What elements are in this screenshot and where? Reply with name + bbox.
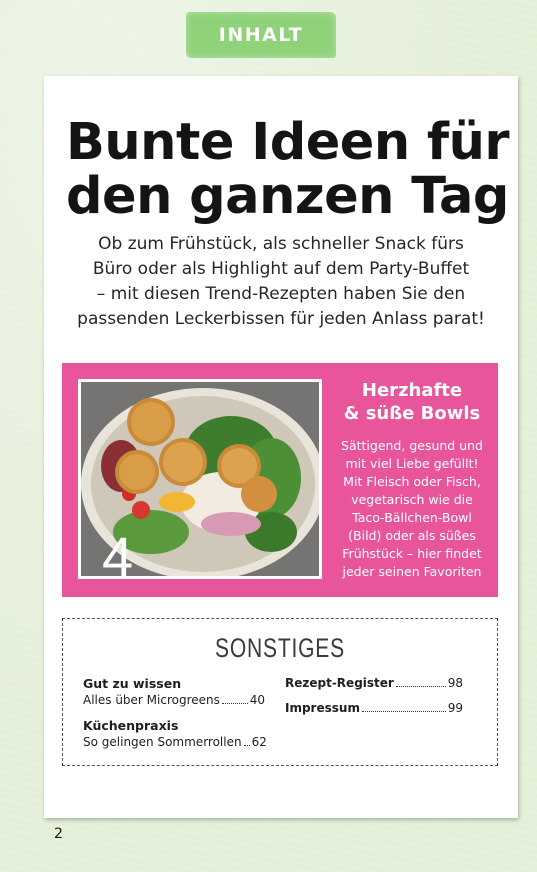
toc-entry-line [285, 675, 463, 692]
toc-entry[interactable] [285, 675, 463, 692]
feature-desc-line: Mit Fleisch oder Fisch, [343, 474, 481, 489]
toc-leader-dots [362, 711, 446, 712]
feature-desc-line: jeder seinen Favoriten [342, 564, 482, 579]
toc-entry[interactable] [285, 700, 463, 717]
misc-right-column [285, 675, 463, 725]
page-title-line-2: den ganzen Tag [66, 167, 509, 226]
section-tab-label: INHALT [218, 24, 304, 46]
feature-desc-line: Sättigend, gesund und [341, 438, 483, 453]
feature-description [330, 437, 494, 581]
feature-desc-line: (Bild) oder als süßes [348, 528, 476, 543]
feature-desc-line: mit viel Liebe gefüllt! [345, 456, 479, 471]
intro-line: Ob zum Frühstück, als schneller Snack fürs [98, 234, 464, 254]
toc-entry-label: Alles über Microgreens [83, 693, 220, 707]
toc-leader-dots [222, 703, 248, 704]
toc-entry-page: 98 [447, 676, 463, 690]
toc-entry-label: Rezept-Register [285, 676, 394, 690]
intro-line: Büro oder als Highlight auf dem Party-Buffet [92, 259, 470, 279]
feature-desc-line: Taco-Bällchen-Bowl [352, 510, 472, 525]
toc-entry-line [83, 734, 265, 751]
toc-entry-label: So gelingen Sommerrollen [83, 735, 242, 749]
feature-title [330, 379, 494, 425]
feature-text [330, 379, 494, 581]
feature-title-line: Herzhafte [361, 380, 463, 401]
toc-entry-title: Küchenpraxis [83, 718, 179, 733]
feature-bowls[interactable] [62, 363, 498, 597]
feature-desc-line: Frühstück – hier findet [342, 546, 482, 561]
toc-leader-dots [244, 745, 250, 746]
section-tab [186, 12, 336, 58]
toc-entry-label: Impressum [285, 701, 360, 715]
toc-entry-line [83, 692, 265, 709]
content-page [44, 76, 518, 818]
feature-title-line: & süße Bowls [343, 403, 481, 424]
misc-left-column [83, 675, 265, 759]
intro-line: – mit diesen Trend-Rezepten haben Sie den [96, 284, 466, 304]
feature-page-number: 4 [102, 525, 134, 588]
toc-entry-page: 62 [251, 735, 267, 749]
intro-line: passenden Leckerbissen für jeden Anlass parat! [77, 309, 485, 329]
misc-box [62, 618, 498, 766]
bowl-photo [78, 379, 322, 588]
toc-entry[interactable] [83, 675, 265, 709]
toc-entry-page: 40 [249, 693, 265, 707]
toc-entry-title: Gut zu wissen [83, 676, 182, 691]
feature-desc-line: vegetarisch wie die [351, 492, 473, 507]
page-title [66, 113, 510, 226]
page-title-line-1: Bunte Ideen für [66, 113, 510, 172]
page-folio: 2 [54, 826, 63, 842]
toc-leader-dots [396, 686, 446, 687]
toc-entry[interactable] [83, 717, 265, 751]
toc-entry-line [285, 700, 463, 717]
toc-entry-page: 99 [447, 701, 463, 715]
intro-text [54, 232, 508, 332]
misc-heading: SONSTIGES [215, 633, 345, 663]
